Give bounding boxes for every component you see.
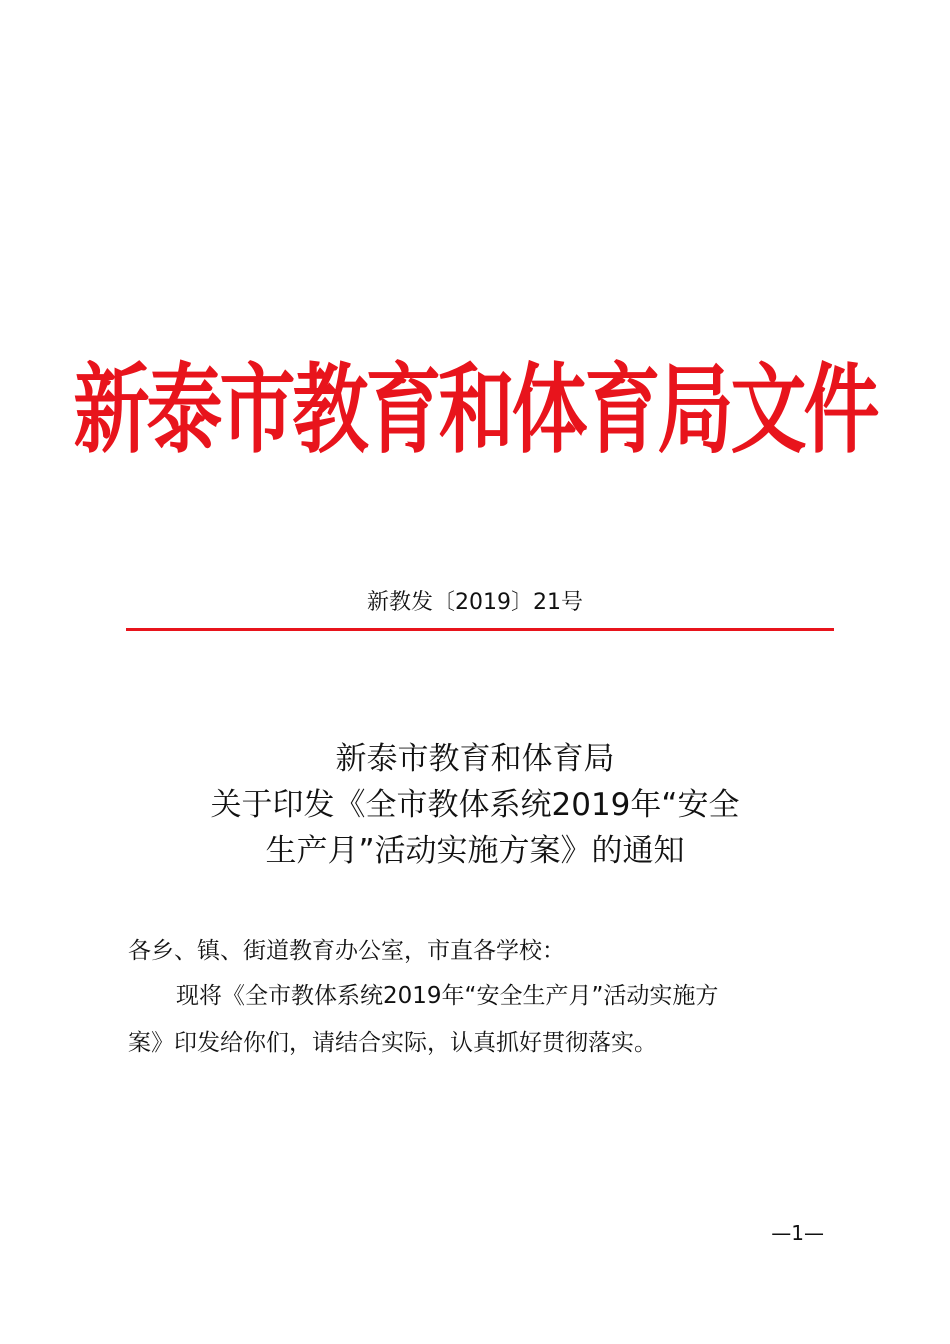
document-number: 新教发〔2019〕21号 [367, 590, 583, 615]
notice-title-line-3: 生产月”活动实施方案》的通知 [265, 833, 685, 869]
salutation: 各乡、镇、街道教育办公室，市直各学校： [128, 938, 565, 964]
body-paragraph-line-2: 案》印发给你们，请结合实际，认真抓好贯彻落实。 [128, 1030, 657, 1056]
body-paragraph-line-1: 现将《全市教体系统2019年“安全生产月”活动实施方 [176, 983, 719, 1009]
document-header-title: 新泰市教育和体育局文件 [73, 352, 877, 467]
page-number: —1— [771, 1221, 824, 1245]
red-divider-line [126, 628, 834, 631]
notice-title [0, 736, 950, 874]
notice-title-line-2: 关于印发《全市教体系统2019年“安全 [210, 787, 740, 823]
notice-title-line-1: 新泰市教育和体育局 [335, 741, 615, 777]
